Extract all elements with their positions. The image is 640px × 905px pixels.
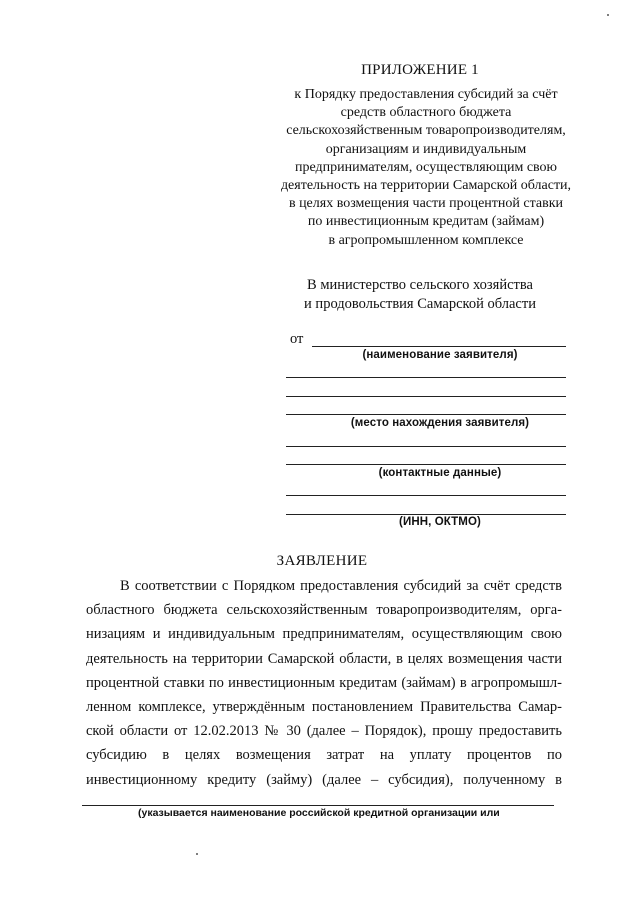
statement-title: ЗАЯВЛЕНИЕ	[276, 553, 368, 569]
statement-line: субсидию в целях возмещения затрат на уплату процентов по	[86, 747, 562, 764]
appendix-title: ПРИЛОЖЕНИЕ 1	[361, 62, 479, 78]
applicant-location-field-1[interactable]	[286, 377, 566, 378]
applicant-name-caption: (наименование заявителя)	[362, 349, 518, 361]
addressee-line: и продовольствия Самарской области	[304, 296, 536, 312]
applicant-contacts-field-1[interactable]	[286, 446, 566, 447]
scan-speck	[196, 853, 198, 855]
credit-organization-footnote: (указывается наименование российской кредитной организации или	[138, 807, 500, 819]
appendix-line: сельскохозяйственным товаропроизводителям,	[286, 123, 566, 139]
applicant-location-field-2[interactable]	[286, 396, 566, 397]
addressee-line: В министерство сельского хозяйства	[307, 277, 533, 293]
applicant-tax-caption: (ИНН, ОКТМО)	[399, 516, 481, 528]
statement-line: ской области от 12.02.2013 № 30 (далее – Порядок), прошу предоставить	[86, 723, 562, 740]
from-label: от	[290, 331, 304, 347]
statement-line: В соответствии с Порядком предоставления субсидий за счёт средств	[120, 578, 562, 594]
statement-line: деятельность на территории Самарской области, в целях возмещения части	[86, 650, 562, 667]
statement-line: инвестиционному кредиту (займу) (далее – субсидия), полученному в	[86, 771, 562, 788]
applicant-location-field-3[interactable]	[286, 414, 566, 415]
appendix-line: средств областного бюджета	[340, 105, 512, 121]
statement-line: ленном комплексе, утверждённым постановлением Правительства Самар-	[86, 698, 562, 715]
appendix-subtitle	[268, 86, 584, 250]
applicant-contacts-field-2[interactable]	[286, 464, 566, 465]
appendix-line: в целях возмещения части процентной ставки	[288, 196, 564, 212]
appendix-line: деятельность на территории Самарской области,	[280, 178, 572, 194]
addressee-block	[290, 276, 550, 314]
appendix-line: организациям и индивидуальным	[325, 141, 527, 157]
statement-line: процентной ставки по инвестиционным кредитам (займам) в агропромышл-	[86, 674, 562, 691]
applicant-tax-field-1[interactable]	[286, 495, 566, 496]
statement-body	[86, 574, 562, 792]
credit-organization-field[interactable]	[82, 805, 554, 806]
applicant-location-caption: (место нахождения заявителя)	[350, 417, 530, 429]
applicant-name-field[interactable]	[312, 346, 566, 347]
statement-line: низациям и индивидуальным предпринимателям, осуществляющим свою	[86, 626, 562, 643]
applicant-contacts-caption: (контактные данные)	[378, 467, 502, 479]
appendix-line: предпринимателям, осуществляющим свою	[294, 159, 558, 175]
applicant-tax-field-2[interactable]	[286, 514, 566, 515]
scan-speck	[607, 14, 609, 16]
appendix-line: по инвестиционным кредитам (займам)	[307, 214, 545, 230]
statement-line: областного бюджета сельскохозяйственным товаропроизводителям, орга-	[86, 602, 562, 619]
appendix-line: к Порядку предоставления субсидий за счёт	[294, 87, 558, 102]
appendix-line: в агропромышленном комплексе	[328, 232, 524, 248]
